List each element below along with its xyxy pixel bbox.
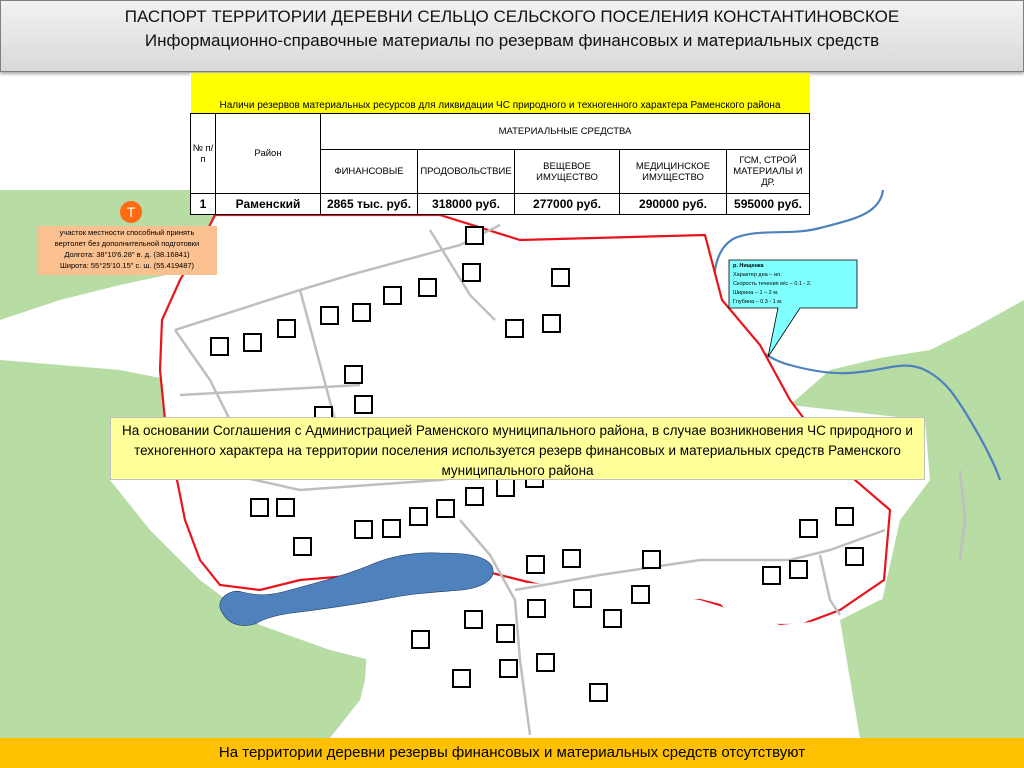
row-num: 1 [191, 194, 216, 215]
footer-banner: На территории деревни резервы финансовых и материальных средств отсутствуют [0, 738, 1024, 768]
helipad-line: участок местности способный принять [59, 228, 195, 237]
row-medical: 290000 руб. [620, 194, 727, 215]
subheader-medical: МЕДИЦИНСКОЕ ИМУЩЕСТВО [620, 150, 727, 194]
row-district: Раменский [216, 194, 321, 215]
row-financial: 2865 тыс. руб. [321, 194, 418, 215]
subheader-food: ПРОДОВОЛЬСТВИЕ [418, 150, 515, 194]
helipad-marker-icon: Т [120, 201, 142, 223]
subheader-financial: ФИНАНСОВЫЕ [321, 150, 418, 194]
row-food: 318000 руб. [418, 194, 515, 215]
river-line: Скорость течения м\с – 0.1 - 2. [733, 281, 812, 287]
river-line: Глубина – 0.3 - 1 м. [733, 299, 783, 305]
subheader-fuel-building: ГСМ, СТРОЙ МАТЕРИАЛЫ И ДР. [727, 150, 810, 194]
page-title: ПАСПОРТ ТЕРРИТОРИИ ДЕРЕВНИ СЕЛЬЦО СЕЛЬСКОГО ПОСЕЛЕНИЯ КОНСТАНТИНОВСКОЕ [124, 7, 900, 26]
river-name: р. Нищенка [733, 263, 764, 269]
helipad-line: Долгота: 38°10'6.28" в. д. (38.16841) [64, 250, 190, 259]
table-row [191, 194, 810, 215]
row-clothing: 277000 руб. [515, 194, 620, 215]
agreement-note: На основании Соглашения с Администрацией Раменского муниципального района, в случае возникновения ЧС природного и техногенного характера на территории поселения используется резерв финансовых и материальных средств Раменского муниципального района [110, 417, 925, 480]
reserves-table-container [190, 73, 810, 215]
river-line: Характер дна – ил. [733, 272, 782, 278]
row-fuel-building: 595000 руб. [727, 194, 810, 215]
reserves-table [190, 73, 810, 215]
table-caption: Наличи резервов материальных ресурсов для ликвидации ЧС природного и техногенного характера Раменского района [191, 73, 810, 114]
group-header-material: МАТЕРИАЛЬНЫЕ СРЕДСТВА [321, 114, 810, 150]
subheader-clothing: ВЕЩЕВОЕ ИМУЩЕСТВО [515, 150, 620, 194]
river-line: Ширина – 1 – 2 м. [733, 290, 779, 296]
col-header-district: Район [216, 114, 321, 194]
helipad-info [37, 226, 217, 275]
col-header-num: № п/п [191, 114, 216, 194]
helipad-line: Широта: 55°25'10.15" с. ш. (55.419487) [59, 261, 195, 270]
page-header [0, 0, 1024, 72]
page-subtitle: Информационно-справочные материалы по резервам финансовых и материальных средств [144, 31, 880, 50]
helipad-line: вертолет без дополнительной подготовки [54, 239, 200, 248]
river-info [729, 260, 857, 309]
